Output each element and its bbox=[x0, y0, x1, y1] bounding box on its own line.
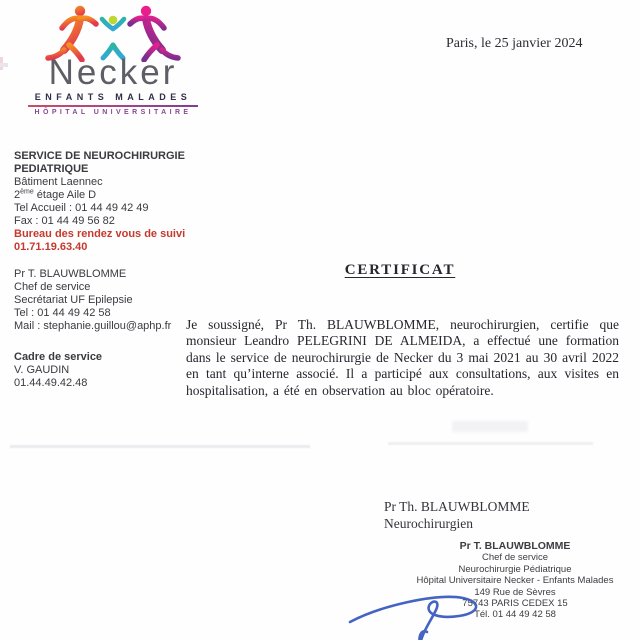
scan-edge-dash bbox=[0, 63, 8, 67]
tel-accueil-line: Tel Accueil : 01 44 49 42 49 bbox=[14, 202, 149, 214]
cadre-label-line: Cadre de service bbox=[14, 351, 103, 363]
scan-edge-mark bbox=[0, 57, 3, 70]
stamp-role: Chef de service bbox=[481, 552, 548, 564]
cadre-name-line: V. GAUDIN bbox=[14, 364, 70, 376]
date-line: Paris, le 25 janvier 2024 bbox=[446, 36, 583, 51]
stamp-service: Neurochirurgie Pédiatrique bbox=[458, 563, 572, 575]
service-name-line2: PEDIATRIQUE bbox=[14, 163, 89, 175]
floor-ordinal: ème bbox=[20, 188, 34, 196]
stamp-phone: Tél. 01 44 49 42 58 bbox=[474, 609, 556, 621]
necker-hospital-logo bbox=[26, 4, 200, 116]
logo-brand-text: Necker bbox=[48, 53, 178, 92]
signer-block bbox=[384, 498, 530, 532]
logo-subtitle: ENFANTS MALADES bbox=[34, 92, 192, 102]
logo-figure-middle-icon bbox=[102, 16, 124, 58]
tel-line: Tel : 01 44 49 42 58 bbox=[14, 307, 111, 319]
signer-name: Pr Th. BLAUWBLOMME bbox=[384, 499, 530, 514]
service-stamp bbox=[392, 541, 638, 621]
fax-line: Fax : 01 44 49 56 82 bbox=[14, 215, 115, 227]
certificate-body: Je soussigné, Pr Th. BLAUWBLOMME, neurochirurgien, certifie que monsieur Leandro PELEGRINI DE ALMEIDA, a effectué une formation dans le service de neurochirurgie de Necker du 3 mai 2021 au 30 avril 2022 en tant qu’interne associé. Il a participé aux consultations, aux visites en hospitalisation, a été en observation au bloc opératoire. bbox=[186, 317, 619, 398]
stamp-name: Pr T. BLAUWBLOMME bbox=[459, 540, 571, 552]
stamp-hospital: Hôpital Universitaire Necker - Enfants Malades bbox=[416, 575, 614, 587]
scan-smudge bbox=[452, 421, 528, 432]
floor-text: étage Aile D bbox=[33, 189, 97, 201]
scan-streak-right bbox=[388, 442, 593, 445]
building-line: Bâtiment Laennec bbox=[14, 176, 103, 188]
rdv-phone-line: 01.71.19.63.40 bbox=[14, 241, 88, 253]
floor-line bbox=[14, 189, 224, 202]
stamp-city: 75743 PARIS CEDEX 15 bbox=[462, 598, 568, 610]
logo-figure-left-icon bbox=[48, 6, 96, 60]
scan-streak-left bbox=[10, 445, 310, 448]
logo-divider bbox=[28, 105, 198, 107]
certificate-title: CERTIFICAT bbox=[344, 262, 456, 278]
service-name-line1: SERVICE DE NEUROCHIRURGIE bbox=[14, 150, 185, 162]
logo-tagline: HÔPITAL UNIVERSITAIRE bbox=[34, 109, 192, 116]
logo-figure-right-icon bbox=[130, 6, 178, 60]
chief-name-line: Pr T. BLAUWBLOMME bbox=[14, 268, 127, 280]
chief-title-line: Chef de service bbox=[14, 281, 91, 293]
cadre-phone-line: 01.44.49.42.48 bbox=[14, 377, 88, 389]
rdv-label-line: Bureau des rendez vous de suivi bbox=[14, 228, 186, 240]
mail-line: Mail : stephanie.guillou@aphp.fr bbox=[14, 320, 172, 332]
signer-role: Neurochirurgien bbox=[384, 516, 473, 531]
secretariat-line: Secrétariat UF Epilepsie bbox=[14, 294, 133, 306]
stamp-street: 149 Rue de Sèvres bbox=[474, 586, 556, 598]
floor-number: 2 bbox=[14, 189, 21, 201]
